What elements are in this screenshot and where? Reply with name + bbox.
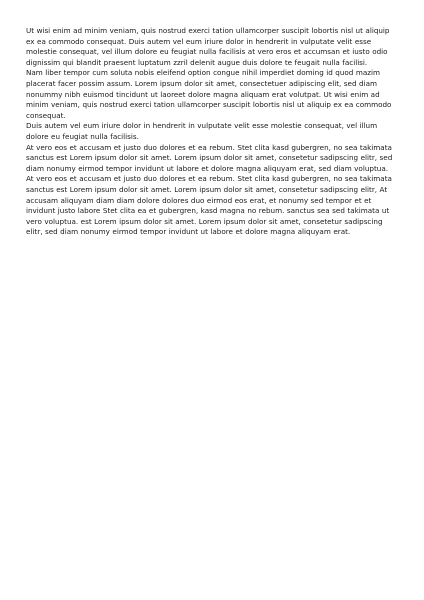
paragraph-3: Duis autem vel eum iriure dolor in hendrerit in vulputate velit esse molestie consequat, vel illum dolore eu feugiat nulla facilisis. <box>26 121 378 141</box>
paragraph-2: Nam liber tempor cum soluta nobis eleifend option congue nihil imperdiet doming id quod mazim placerat facer possim assum. Lorem ipsum dolor sit amet, consectetuer adipiscing elit, sed diam nonummy nibh euismod tincidunt ut laoreet dolore magna aliquam erat volutpat. Ut wisi enim ad minim veniam, quis nostrud exerci tation ullamcorper suscipit lobortis nisl ut aliquip ex ea commodo consequat. <box>26 68 392 120</box>
paragraph-1: Ut wisi enim ad minim veniam, quis nostrud exerci tation ullamcorper suscipit lobortis nisl ut aliquip ex ea commodo consequat. Duis autem vel eum iriure dolor in hendrerit in vulputate velit esse molestie consequat, vel illum dolore eu feugiat nulla facilisis at vero eros et accumsan et iusto odio dignissim qui blandit praesent luptatum zzril delenit augue duis dolore te feugait nulla facilisi. <box>26 26 390 67</box>
paragraph-4: At vero eos et accusam et justo duo dolores et ea rebum. Stet clita kasd gubergren, no sea takimata sanctus est Lorem ipsum dolor sit amet. Lorem ipsum dolor sit amet, consetetur sadipscing elitr, sed diam nonumy eirmod tempor invidunt ut labore et dolore magna aliquyam erat, sed diam voluptua. At vero eos et accusam et justo duo dolores et ea rebum. Stet clita kasd gubergren, no sea takimata sanctus est Lorem ipsum dolor sit amet. Lorem ipsum dolor sit amet, consetetur sadipscing elitr, At accusam aliquyam diam diam dolore dolores duo eirmod eos erat, et nonumy sed tempor et et invidunt justo labore Stet clita ea et gubergren, kasd magna no rebum. sanctus sea sed takimata ut vero voluptua. est Lorem ipsum dolor sit amet. Lorem ipsum dolor sit amet, consetetur sadipscing elitr, sed diam nonumy eirmod tempor invidunt ut labore et dolore magna aliquyam erat. <box>26 142 393 237</box>
document-body <box>26 26 398 238</box>
